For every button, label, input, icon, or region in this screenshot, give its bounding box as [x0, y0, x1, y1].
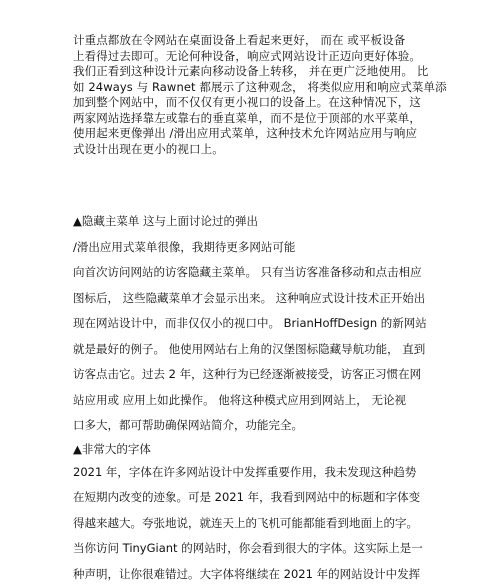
- text-line: 使用起来更像弹出 /滑出应用式菜单，这种技术允许网站应用与响应: [73, 126, 493, 142]
- text-line: 上看得过去即可。无论何种设备，响应式网站设计正迈向更好体验。: [73, 49, 493, 65]
- text-line: 加到整个网站中，而不仅仅有更小视口的设备上。在这种情况下，这: [73, 95, 493, 111]
- text-line: 得越来越大。夸张地说，就连天上的飞机可能都能看到地面上的字。: [73, 511, 493, 537]
- section-subheading: /滑出应用式菜单很像，我期待更多网站可能: [73, 235, 493, 261]
- text-line: 站应用或 应用上如此操作。 他将这种模式应用到网站上， 无论视: [73, 388, 493, 414]
- text-line: 计重点都放在令网站在桌面设备上看起来更好， 而在 或平板设备: [73, 33, 493, 49]
- text-line: 如 24ways 与 Rawnet 都展示了这种观念， 将类似应用和响应式菜单添: [73, 80, 493, 96]
- text-line: 当你访问 TinyGiant 的网站时，你会看到很大的字体。这实际上是一: [73, 536, 493, 562]
- section-heading-large-fonts: ▲非常大的字体: [73, 439, 493, 460]
- text-line: 2021 年，字体在许多网站设计中发挥重要作用，我未发现这种趋势: [73, 460, 493, 486]
- text-line: 两家网站选择靠左或靠右的垂直菜单，而不是位于顶部的水平菜单，: [73, 111, 493, 127]
- text-line: 口多大，都可帮助确保网站简介，功能完全。: [73, 413, 493, 439]
- text-line: 就是最好的例子。 他使用网站右上角的汉堡图标隐藏导航功能， 直到: [73, 337, 493, 363]
- article-body: [73, 209, 493, 587]
- text-line: 式设计出现在更小的视口上。: [73, 142, 493, 158]
- text-line: 种声明，让你很难错过。大字体将继续在 2021 年的网站设计中发挥: [73, 562, 493, 587]
- section-heading-hidden-menu: ▲隐藏主菜单 这与上面讨论过的弹出: [73, 209, 493, 235]
- paragraph-responsive-menus: [73, 33, 493, 157]
- text-line: 向首次访问网站的访客隐藏主菜单。 只有当访客准备移动和点击相应: [73, 260, 493, 286]
- text-line: 访客点击它。过去 2 年，这种行为已经逐渐被接受，访客正习惯在网: [73, 362, 493, 388]
- text-line: 在短期内改变的迹象。可是 2021 年，我看到网站中的标题和字体变: [73, 485, 493, 511]
- text-line: 图标后， 这些隐藏菜单才会显示出来。 这种响应式设计技术正开始出: [73, 286, 493, 312]
- text-line: 现在网站设计中，而非仅仅小的视口中。 BrianHoffDesign 的新网站: [73, 311, 493, 337]
- text-line: 我们正看到这种设计元素向移动设备上转移， 并在更广泛地使用。 比: [73, 64, 493, 80]
